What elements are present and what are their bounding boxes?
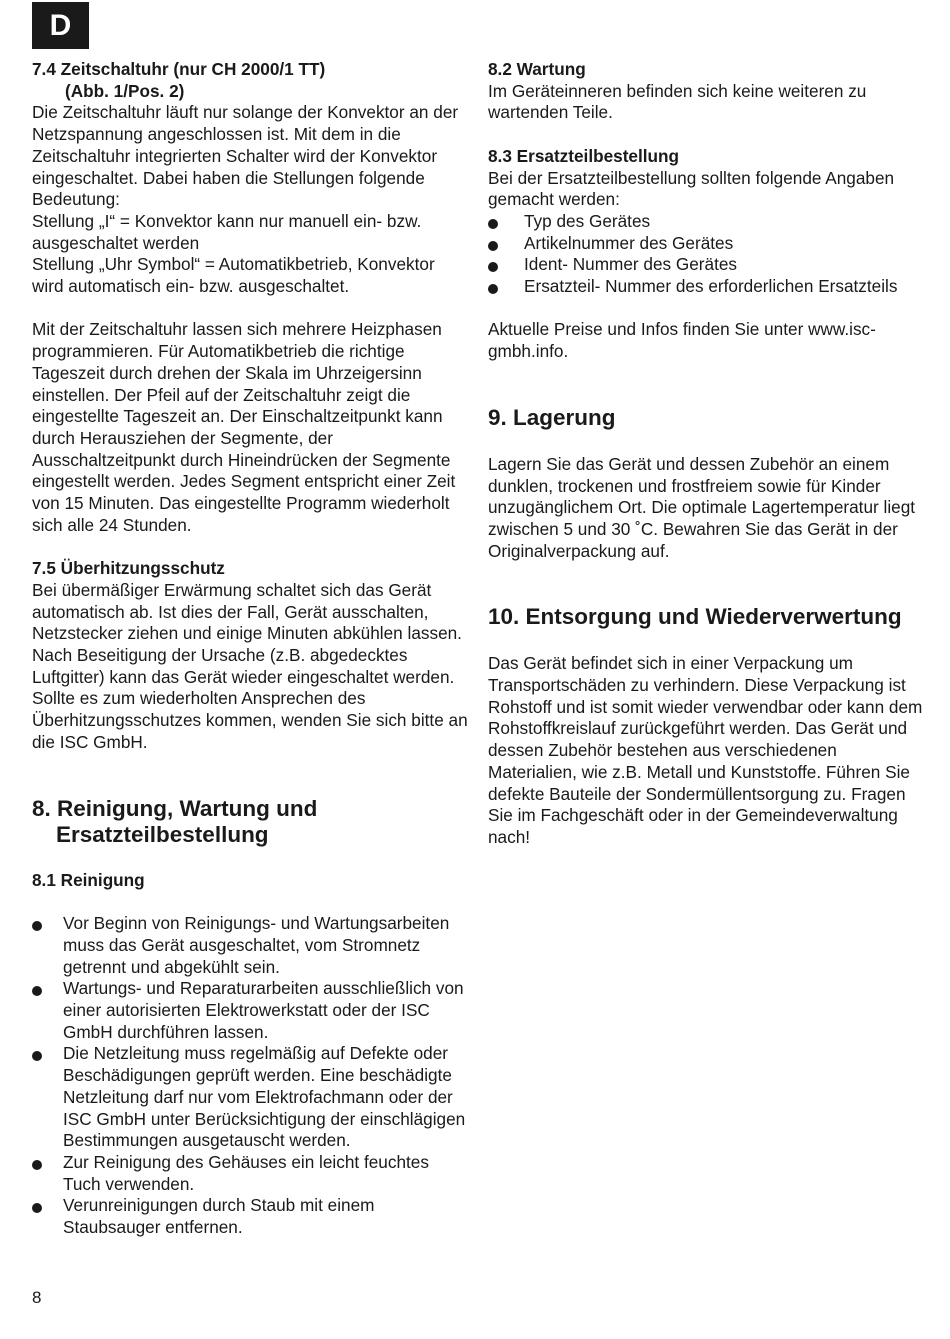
section-8-2-paragraph: Im Geräteinneren befinden sich keine weiteren zu wartenden Teile. [488,80,867,123]
section-7-4-paragraph-4: Mit der Zeitschaltuhr lassen sich mehrere Heizphasen programmieren. Für Automatikbetrieb die richtige Tageszeit durch drehen der Skala im Uhrzeigersinn einstellen. Der Pfeil auf der Zeitschaltuhr zeigt die eingestellte Tageszeit an. Der Einschaltzeitpunkt kann durch Herausziehen der Segmente, der Ausschaltzeitpunkt durch Hineindrücken der Segmente eingestellt werden. Jedes Segment entspricht einer Zeit von 15 Minuten. Das eingestellte Programm wiederholt sich alle 24 Stunden. [32,319,456,535]
section-9-paragraph: Lagern Sie das Gerät und dessen Zubehör an einem dunklen, trockenen und frostfreiem sowie für Kinder unzugänglichem Ort. Die optimale Lagertemperatur liegt zwischen 5 und 30 ˚C. Bewahren Sie das Gerät in der Originalverpackung auf. [488,453,916,561]
cleaning-list [32,913,468,1239]
bullet-icon [488,219,498,229]
section-10-paragraph: Das Gerät befindet sich in einer Verpackung um Transportschäden zu verhindern. Diese Verpackung ist Rohstoff und ist somit wieder verwendbar oder kann dem Rohstoffkreislauf zurückgeführt werden. Das Gerät und dessen Zubehör bestehen aus verschiedenen Materialien, wie z.B. Metall und Kunststoffe. Führen Sie defekte Bauteile der Sondermüllentsorgung zu. Fragen Sie im Fachgeschäft oder in der Gemeindeverwaltung nach! [488,653,923,847]
list-item: Artikelnummer des Gerätes [488,233,928,255]
bullet-icon [488,241,498,251]
section-8-2-title: 8.2 Wartung [488,59,586,79]
page-number: 8 [32,1288,42,1307]
bullet-icon [32,986,42,996]
list-item: Die Netzleitung muss regelmäßig auf Defekte oder Beschädigungen geprüft werden. Eine beschädigte Netzleitung darf nur vom Elektrofachmann oder der ISC GmbH unter Berücksichtigung der einschlägigen Bestimmungen ausgetauscht werden. [32,1043,468,1152]
section-7-5-paragraph: Bei übermäßiger Erwärmung schaltet sich das Gerät automatisch ab. Ist dies der Fall, Gerät ausschalten, Netzstecker ziehen und einige Minuten abkühlen lassen. Nach Beseitigung der Ursache (z.B. abgedecktes Luftgitter) kann das Gerät wieder eingeschaltet werden. Sollte es zum wiederholten Ansprechen des Überhitzungsschutzes kommen, wenden Sie sich bitte an die ISC GmbH. [32,579,468,752]
section-7-5-title: 7.5 Überhitzungsschutz [32,558,225,579]
list-item: Zur Reinigung des Gehäuses ein leicht feuchtes Tuch verwenden. [32,1152,468,1195]
section-8-3-paragraph-1: Bei der Ersatzteilbestellung sollten folgende Angaben gemacht werden: [488,167,895,210]
bullet-icon [32,1051,42,1061]
bullet-icon [32,1203,42,1213]
section-7-4-paragraph-2: Stellung „I“ = Konvektor kann nur manuell ein- bzw. ausgeschaltet werden [32,210,422,253]
section-8-title: 8. Reinigung, Wartung und [32,796,318,822]
right-column [488,59,928,849]
spare-parts-list [488,211,928,298]
section-8-3-title: 8.3 Ersatzteilbestellung [488,145,680,166]
section-10-title: 10. Entsorgung und Wiederverwertung [488,604,902,630]
section-7-4-title: 7.4 Zeitschaltuhr (nur CH 2000/1 TT) [32,59,326,79]
bullet-icon [32,1160,42,1170]
bullet-icon [32,921,42,931]
bullet-icon [488,262,498,272]
list-item: Verunreinigungen durch Staub mit einem Staubsauger entfernen. [32,1195,468,1238]
section-7-4-paragraph-3: Stellung „Uhr Symbol“ = Automatikbetrieb, Konvektor wird automatisch ein- bzw. ausgeschaltet. [32,254,435,297]
language-badge: D [32,2,89,49]
list-item: Ersatzteil- Nummer des erforderlichen Ersatzteils [488,276,928,298]
list-item: Vor Beginn von Reinigungs- und Wartungsarbeiten muss das Gerät ausgeschaltet, vom Stromnetz getrennt und abgekühlt sein. [32,913,468,978]
left-column [32,59,468,1239]
section-9-title: 9. Lagerung [488,404,616,430]
section-8-1-title: 8.1 Reinigung [32,870,145,891]
section-7-4-paragraph-1: Die Zeitschaltuhr läuft nur solange der Konvektor an der Netzspannung angeschlossen ist. Mit dem in die Zeitschaltuhr integrierten Schalter wird der Konvektor eingeschaltet. Dabei haben die Stellungen folgende Bedeutung: [32,102,459,210]
section-8-title-line-2: Ersatzteilbestellung [56,822,269,848]
bullet-icon [488,284,498,294]
section-7-4-title-ref: (Abb. 1/Pos. 2) [65,80,185,101]
section-8-3-paragraph-2: Aktuelle Preise und Infos finden Sie unter www.isc-gmbh.info. [488,319,876,362]
list-item: Wartungs- und Reparaturarbeiten ausschließlich von einer autorisierten Elektrowerkstatt oder der ISC GmbH durchführen lassen. [32,978,468,1043]
list-item: Typ des Gerätes [488,211,928,233]
list-item: Ident- Nummer des Gerätes [488,254,928,276]
